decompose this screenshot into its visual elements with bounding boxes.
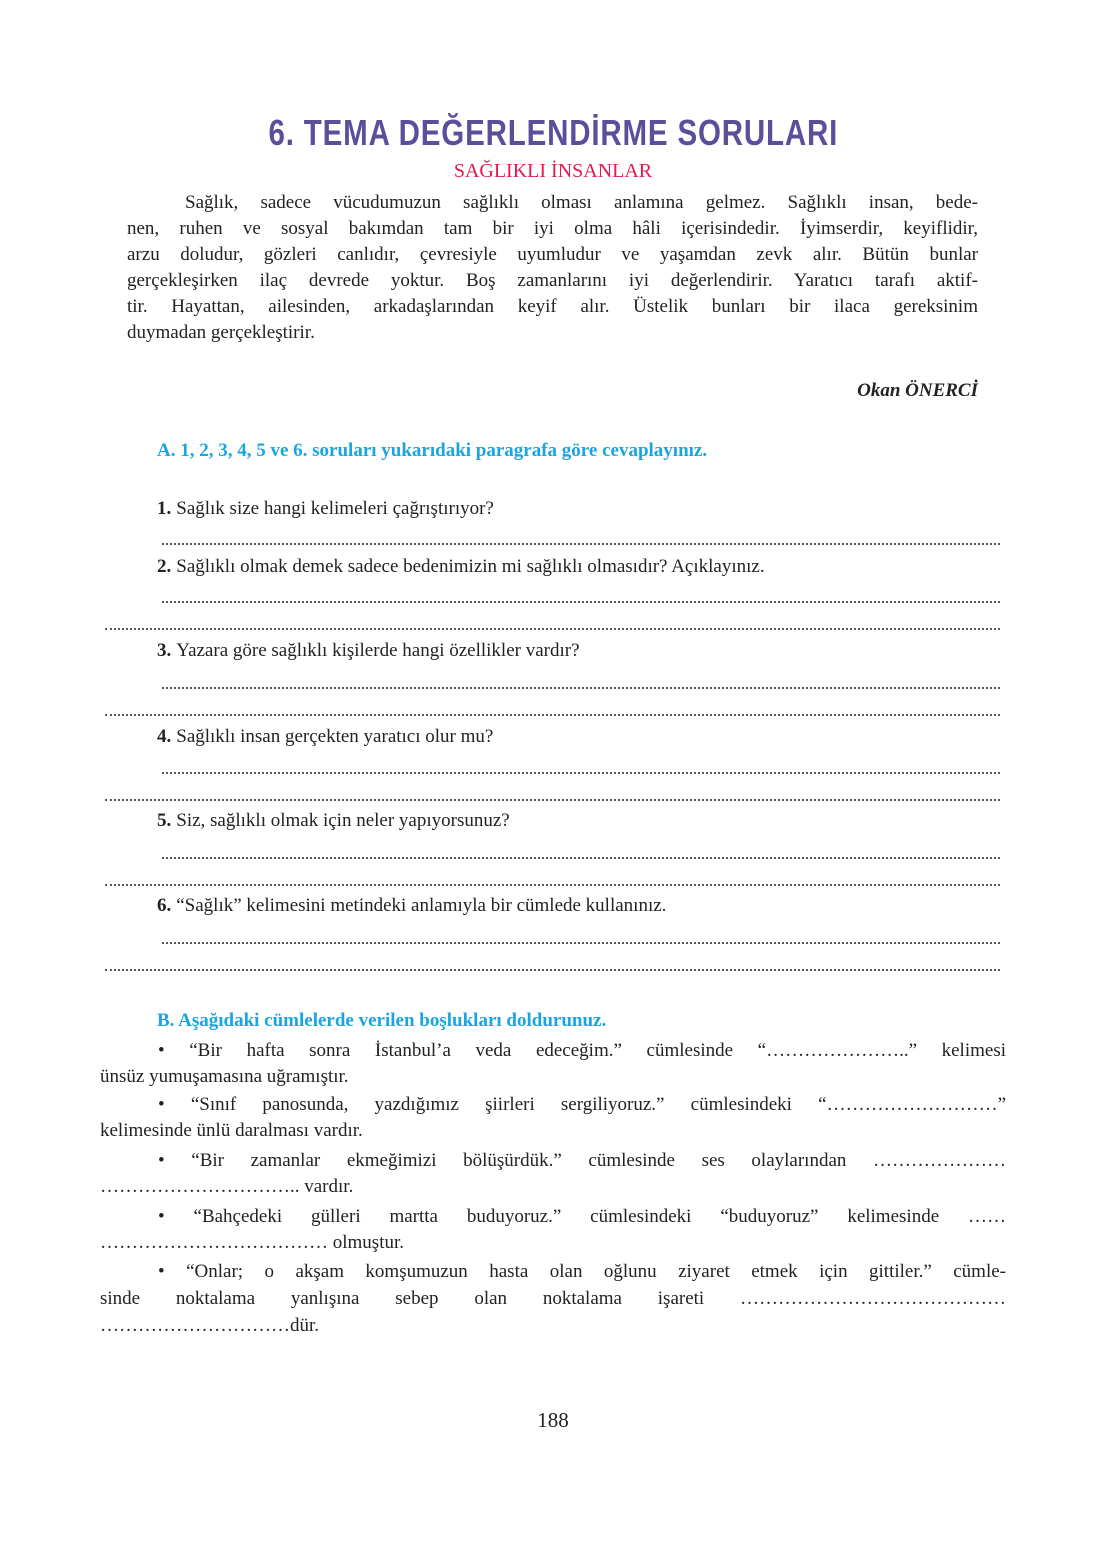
fill-item-5-cont2: …………………………dür.: [100, 1315, 320, 1336]
paragraph-line: tir. Hayattan, ailesinden, arkadaşlarından keyif alır. Üstelik bunları bir ilaca gereksinim: [127, 296, 978, 317]
answer-line[interactable]: [162, 942, 1000, 944]
answer-line[interactable]: [162, 857, 1000, 859]
answer-line[interactable]: [105, 628, 1000, 630]
reading-paragraph: [127, 190, 978, 350]
question-number: 3.: [157, 640, 172, 661]
answer-line[interactable]: [162, 687, 1000, 689]
question-text: Yazara göre sağlıklı kişilerde hangi özellikler vardır?: [176, 640, 580, 661]
text-title: SAĞLIKLI İNSANLAR: [453, 160, 653, 182]
answer-line[interactable]: [105, 799, 1000, 801]
question-number: 2.: [157, 556, 172, 577]
paragraph-line: duymadan gerçekleştirir.: [127, 322, 315, 343]
fill-item-3-cont: ………………………….. vardır.: [100, 1176, 354, 1197]
paragraph-line: Sağlık, sadece vücudumuzun sağlıklı olması anlamına gelmez. Sağlıklı insan, bede-: [185, 192, 978, 213]
question-text: Sağlıklı insan gerçekten yaratıcı olur mu?: [176, 726, 494, 747]
question-number: 4.: [157, 726, 172, 747]
author-name: Okan ÖNERCİ: [857, 380, 978, 401]
fill-item-2-cont: kelimesinde ünlü daralması vardır.: [100, 1120, 363, 1141]
question-number: 1.: [157, 498, 172, 519]
question-text: Siz, sağlıklı olmak için neler yapıyorsunuz?: [176, 810, 510, 831]
paragraph-line: arzu doludur, gözleri canlıdır, çevresiyle uyumludur ve yaşamdan zevk alır. Bütün bunlar: [127, 244, 978, 265]
answer-line[interactable]: [162, 772, 1000, 774]
paragraph-line: gerçekleşirken ilaç devrede yoktur. Boş zamanlarını iyi değerlendirir. Yaratıcı tarafı aktif-: [127, 270, 978, 291]
question-4: [157, 726, 493, 748]
question-text: Sağlık size hangi kelimeleri çağrıştırıyor?: [176, 498, 494, 519]
answer-line[interactable]: [162, 601, 1000, 603]
fill-item-1: • “Bir hafta sonra İstanbul’a veda edeceğim.” cümlesinde “…………………..” kelimesi: [158, 1040, 1006, 1061]
fill-item-2: • “Sınıf panosunda, yazdığımız şiirleri sergiliyoruz.” cümlesindeki “………………………”: [158, 1094, 1006, 1115]
section-a-heading: A. 1, 2, 3, 4, 5 ve 6. soruları yukarıdaki paragrafa göre cevaplayınız.: [157, 440, 708, 461]
question-6: [157, 895, 666, 917]
fill-item-4-cont: ……………………………… olmuştur.: [100, 1232, 405, 1253]
answer-line[interactable]: [105, 714, 1000, 716]
answer-line[interactable]: [162, 543, 1000, 545]
paragraph-line: nen, ruhen ve sosyal bakımdan tam bir iyi olma hâli içerisindedir. İyimserdir, keyiflidir,: [127, 218, 978, 239]
question-2: [157, 556, 765, 578]
fill-item-3: • “Bir zamanlar ekmeğimizi bölüşürdük.” cümlesinde ses olaylarından …………………: [158, 1150, 1006, 1171]
question-number: 6.: [157, 895, 172, 916]
question-text: “Sağlık” kelimesini metindeki anlamıyla bir cümlede kullanınız.: [176, 895, 667, 916]
answer-line[interactable]: [105, 884, 1000, 886]
fill-item-4: • “Bahçedeki gülleri martta buduyoruz.” cümlesindeki “buduyoruz” kelimesinde ……: [158, 1206, 1006, 1227]
section-b-heading: B. Aşağıdaki cümlelerde verilen boşlukları doldurunuz.: [157, 1010, 607, 1031]
page-number: 188: [537, 1408, 569, 1432]
fill-item-5-cont: sinde noktalama yanlışına sebep olan noktalama işareti ……………………………………: [100, 1288, 1006, 1309]
question-1: [157, 498, 494, 520]
fill-item-1-cont: ünsüz yumuşamasına uğramıştır.: [100, 1066, 349, 1087]
page-title: 6. TEMA DEĞERLENDİRME SORULARI: [268, 112, 838, 153]
question-text: Sağlıklı olmak demek sadece bedenimizin mi sağlıklı olmasıdır? Açıklayınız.: [176, 556, 765, 577]
fill-item-5: • “Onlar; o akşam komşumuzun hasta olan oğlunu ziyaret etmek için gittiler.” cümle-: [158, 1261, 1006, 1282]
question-number: 5.: [157, 810, 172, 831]
question-3: [157, 640, 580, 662]
answer-line[interactable]: [105, 969, 1000, 971]
question-5: [157, 810, 510, 832]
